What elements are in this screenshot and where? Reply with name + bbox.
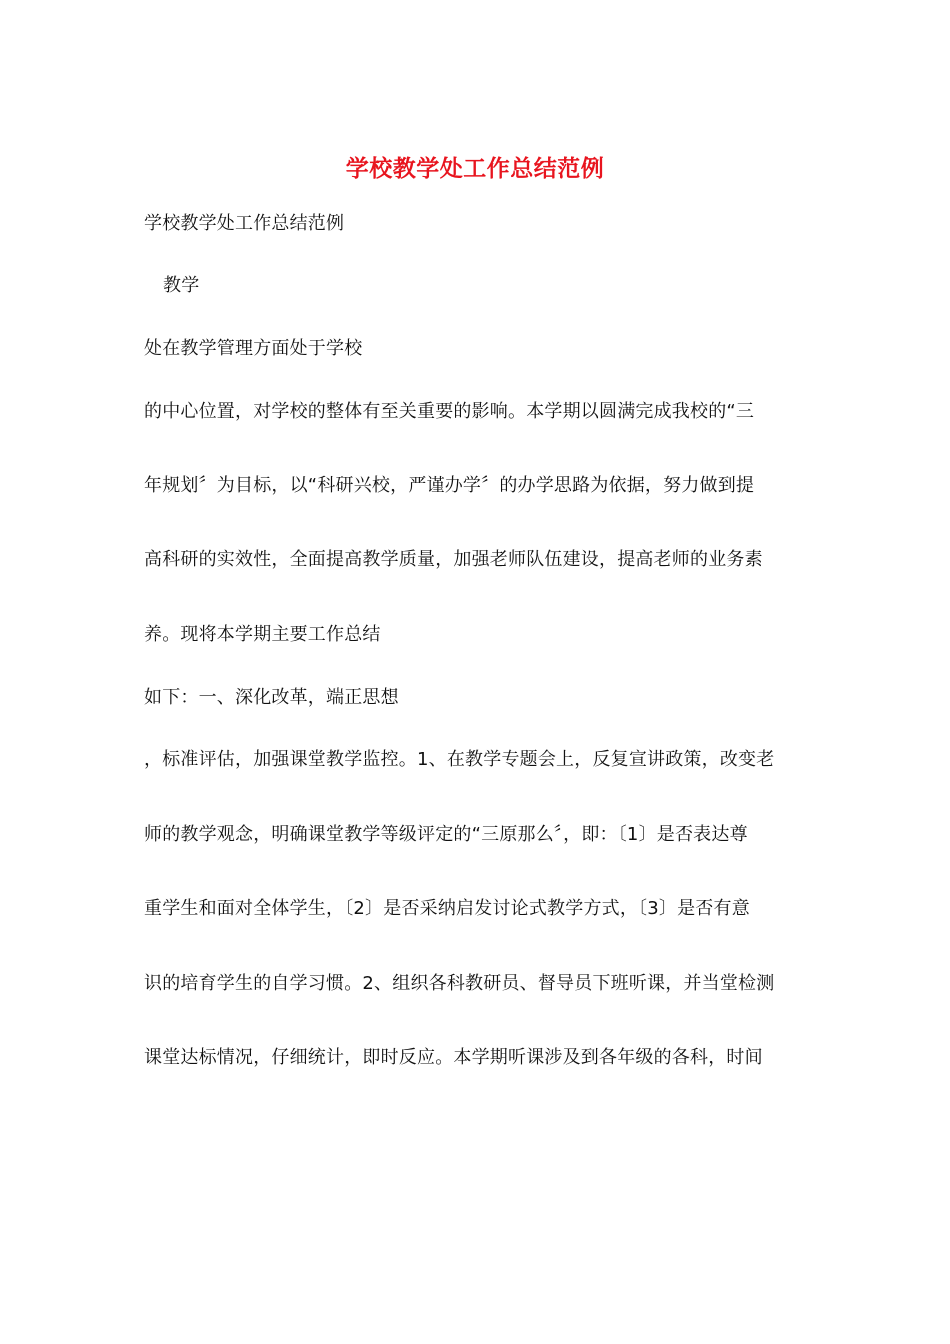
document-title: 学校教学处工作总结范例: [345, 155, 605, 182]
body-line-9: ，标准评估，加强课堂教学监控。1、在教学专题会上，反复宣讲政策，改变老: [144, 749, 775, 770]
body-line-8: 如下：一、深化改革，端正思想: [144, 687, 399, 708]
body-line-1: 学校教学处工作总结范例: [144, 213, 345, 234]
body-line-12: 识的培育学生的自学习惯。2、组织各科教研员、督导员下班听课，并当堂检测: [144, 973, 775, 994]
body-line-4: 的中心位置，对学校的整体有至关重要的影响。本学期以圆满完成我校的“三: [144, 401, 755, 422]
body-line-13: 课堂达标情况，仔细统计，即时反应。本学期听课涉及到各年级的各科，时间: [144, 1047, 763, 1068]
body-line-10: 师的教学观念，明确课堂教学等级评定的“三原那么〞，即：〔1〕是否表达尊: [144, 824, 748, 845]
body-line-11: 重学生和面对全体学生，〔2〕是否采纳启发讨论式教学方式，〔3〕是否有意: [144, 898, 750, 919]
body-line-6: 高科研的实效性，全面提高教学质量，加强老师队伍建设，提高老师的业务素: [144, 549, 763, 570]
body-line-3: 处在教学管理方面处于学校: [144, 338, 363, 359]
body-line-5: 年规划〞为目标，以“科研兴校，严谨办学〞的办学思路为依据，努力做到提: [144, 475, 755, 496]
body-line-2: 教学: [163, 275, 200, 296]
body-line-7: 养。现将本学期主要工作总结: [144, 624, 381, 645]
